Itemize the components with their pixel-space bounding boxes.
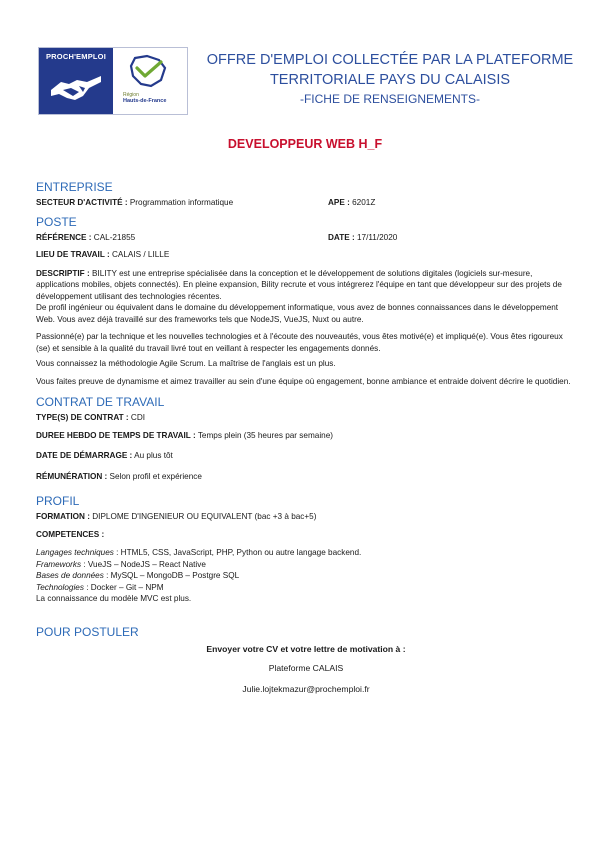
duree-label: DUREE HEBDO DE TEMPS DE TRAVAIL : — [36, 430, 196, 440]
formation-label: FORMATION : — [36, 512, 90, 521]
offer-content — [36, 180, 576, 704]
apply-platform: Plateforme CALAIS — [268, 663, 344, 673]
techno-label: Technologies — [36, 582, 84, 592]
page-subtitle: -FICHE DE RENSEIGNEMENTS- — [299, 92, 480, 106]
apply-instruction: Envoyer votre CV et votre lettre de motivation à : — [206, 643, 406, 654]
bdd-value: : MySQL – MongoDB – Postgre SQL — [103, 571, 240, 580]
langages-value: : HTML5, CSS, JavaScript, PHP, Python ou autre langage backend. — [113, 548, 362, 557]
date-field — [328, 232, 397, 244]
competences-label — [36, 529, 576, 541]
type-contrat-value: CDI — [130, 413, 146, 422]
job-title: DEVELOPPEUR WEB H_F — [227, 137, 383, 151]
descriptif-text-2: De profil ingénieur ou équivalent dans le domaine du développement informatique, vous avez de bonnes connaissances dans le développement Web. Vous avez déjà travaillé sur des frameworks tels que NodeJS, VueJS, Nuxt ou autre. — [36, 303, 559, 324]
demarrage-value: Au plus tôt — [134, 451, 173, 460]
descriptif-label: DESCRIPTIF : — [36, 268, 90, 278]
formation-field — [36, 511, 576, 523]
region-label — [123, 92, 166, 104]
ape-value: 6201Z — [352, 198, 376, 207]
section-heading-entreprise: ENTREPRISE — [36, 180, 113, 194]
techno-value: : Docker – Git – NPM — [83, 582, 164, 592]
bdd-label: Bases de données — [36, 571, 104, 580]
frameworks-label: Frameworks — [36, 559, 82, 569]
logo-region-panel — [113, 48, 187, 114]
apply-email-link[interactable]: Julie.lojtekmazur@prochemploi.fr — [242, 683, 370, 694]
bdd-line — [36, 570, 576, 582]
ape-field — [328, 197, 375, 209]
remuneration-label: RÉMUNÉRATION : — [36, 471, 108, 481]
descriptif-paragraph — [36, 268, 576, 303]
reference-value: CAL-21855 — [93, 232, 136, 242]
qualities-paragraph: Passionné(e) par la technique et les nouvelles technologies et à l'écoute des nouveautés, vous êtes motivé(e) et impliqué(e). Vous êtes rigoureux (se) et sensible à la qualité du travail livré tout en veillant à respecter les engagements donnés. — [36, 332, 563, 353]
title-line-1: OFFRE D'EMPLOI COLLECTÉE PAR LA PLATEFORME — [206, 52, 574, 68]
langages-line — [36, 547, 576, 559]
secteur-label: SECTEUR D'ACTIVITÉ : — [36, 198, 128, 207]
langages-label: Langages techniques — [36, 548, 114, 557]
frameworks-value: : VueJS – NodeJS – React Native — [81, 559, 206, 569]
agile-paragraph: Vous connaissez la méthodologie Agile Scrum. La maîtrise de l'anglais est un plus. — [36, 359, 336, 368]
lieu-label: LIEU DE TRAVAIL : — [36, 250, 110, 259]
section-heading-contrat: CONTRAT DE TRAVAIL — [36, 395, 165, 409]
prochemploi-logo — [38, 47, 188, 115]
reference-field — [36, 232, 328, 244]
demarrage-field — [36, 450, 576, 462]
date-label: DATE : — [328, 232, 355, 242]
secteur-value: Programmation informatique — [129, 198, 234, 207]
section-heading-postuler: POUR POSTULER — [36, 624, 139, 639]
lieu-field — [36, 249, 576, 261]
type-contrat-label: TYPE(S) DE CONTRAT : — [36, 413, 129, 422]
remuneration-value: Selon profil et expérience — [109, 471, 202, 481]
page-title — [200, 50, 580, 90]
region-small-text: Région — [123, 92, 139, 98]
frameworks-line — [36, 559, 576, 571]
entreprise-row — [36, 197, 576, 209]
reference-label: RÉFÉRENCE : — [36, 232, 92, 242]
ape-label: APE : — [328, 198, 350, 207]
handshake-icon — [49, 68, 103, 108]
team-paragraph: Vous faites preuve de dynamisme et aimez travailler au sein d'une équipe où engagement, bonne ambiance et entraide doivent décrire le quotidien. — [36, 376, 571, 386]
section-heading-profil: PROFIL — [36, 494, 80, 508]
type-contrat-field — [36, 412, 576, 424]
mvc-line: La connaissance du modèle MVC est plus. — [36, 594, 192, 603]
title-line-2: TERRITORIALE PAYS DU CALAISIS — [269, 72, 511, 88]
remuneration-field — [36, 471, 576, 483]
techno-line — [36, 582, 576, 594]
logo-brand-text: PROCH'EMPLOI — [45, 52, 107, 61]
lieu-value: CALAIS / LILLE — [111, 250, 170, 259]
demarrage-label: DATE DE DÉMARRAGE : — [36, 451, 133, 460]
map-icon — [121, 54, 177, 90]
secteur-field — [36, 197, 328, 209]
duree-field — [36, 430, 576, 442]
poste-row — [36, 232, 576, 244]
descriptif-text-1: BILITY est une entreprise spécialisée dans la conception et le développement de solutions digitales (logiciels sur-mesure, applications mobiles, objets connectés). En pleine expansion, Bility recrute et vous intégrerez l'équipe en tant que développeur sur des projets de développement utilisant des technologies récentes. — [36, 268, 562, 301]
date-value: 17/11/2020 — [356, 232, 398, 242]
duree-value: Temps plein (35 heures par semaine) — [197, 430, 333, 440]
region-name-text: Hauts-de-France — [123, 98, 167, 104]
formation-value: DIPLOME D'INGENIEUR OU EQUIVALENT (bac +3 à bac+5) — [92, 512, 317, 521]
logo-brand-panel — [39, 48, 113, 114]
competences-label-text: COMPETENCES : — [36, 529, 105, 539]
section-heading-poste: POSTE — [36, 214, 77, 229]
